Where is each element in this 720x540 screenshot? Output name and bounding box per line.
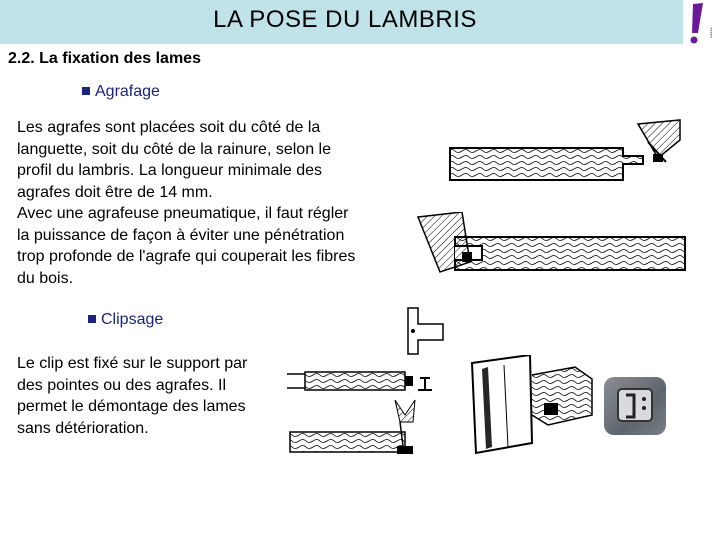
logo-icon <box>683 0 720 46</box>
agrafage-line: agrafes doit être de 14 mm. <box>17 183 213 201</box>
agrafage-line: trop profonde de l'agrafe qui couperait les fibres <box>17 248 356 265</box>
bullet-clipsage <box>88 311 163 329</box>
bullet-agrafage <box>82 83 160 101</box>
bullet-square-icon <box>88 315 96 323</box>
agrafage-line: Les agrafes sont placées soit du côté de la <box>17 119 321 136</box>
agrafage-paragraph <box>17 117 355 289</box>
agrafage-rainure-diagram <box>410 212 690 282</box>
svg-text:▪▪▪▪▪: ▪▪▪▪▪ <box>709 27 715 38</box>
clipsage-line: sans détérioration. <box>17 419 149 437</box>
clipsage-label: Clipsage <box>101 311 164 328</box>
agrafage-line: la puissance de façon à éviter une pénétration <box>17 226 345 244</box>
bullet-square-icon <box>82 87 90 95</box>
page-title: LA POSE DU LAMBRIS <box>213 6 477 33</box>
clipsage-boards-diagram <box>285 360 445 460</box>
clip-icon <box>604 377 666 435</box>
agrafage-line: languette, soit du côté de la rainure, selon le <box>17 140 331 158</box>
clip-photo-image <box>604 377 666 435</box>
clipsage-3d-diagram <box>470 355 595 455</box>
clip-profile-diagram <box>398 306 448 356</box>
agrafage-label: Agrafage <box>95 83 160 100</box>
agrafage-line: du bois. <box>17 269 74 287</box>
clipsage-line: des pointes ou des agrafes. Il <box>17 376 227 394</box>
agrafage-languette-diagram <box>448 118 688 192</box>
agrafage-line: Avec une agrafeuse pneumatique, il faut régler <box>17 205 349 222</box>
clipsage-paragraph <box>17 353 247 439</box>
agrafage-line: profil du lambris. La longueur minimale des <box>17 162 323 179</box>
clipsage-line: permet le démontage des lames <box>17 398 246 415</box>
clipsage-line: Le clip est fixé sur le support par <box>17 355 248 372</box>
section-heading: 2.2. La fixation des lames <box>8 50 201 67</box>
